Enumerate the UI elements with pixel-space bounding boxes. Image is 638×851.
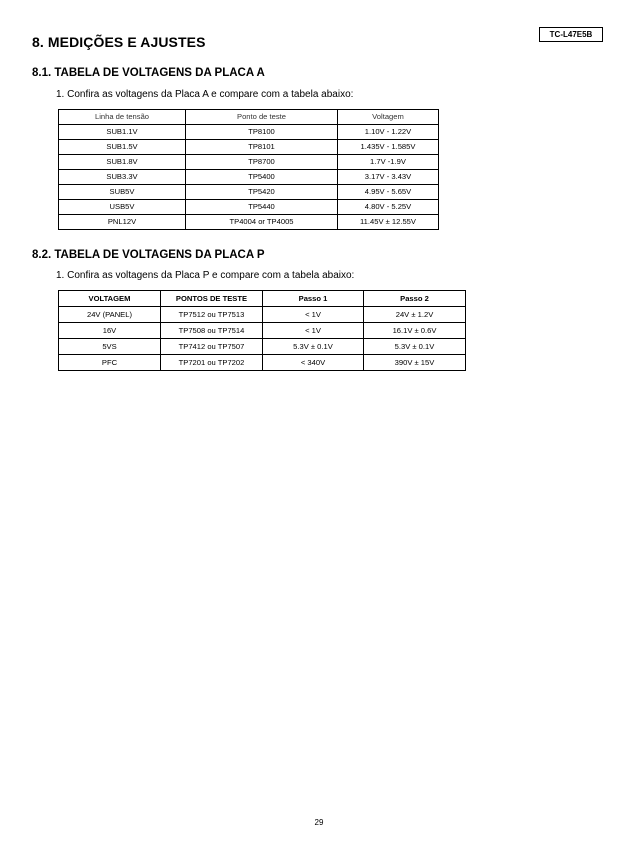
- table-cell: < 1V: [263, 307, 364, 323]
- table-cell: USB5V: [59, 200, 186, 215]
- table-cell: 16.1V ± 0.6V: [364, 323, 466, 339]
- table-cell: 1.7V -1.9V: [338, 155, 439, 170]
- table-cell: 4.95V - 5.65V: [338, 185, 439, 200]
- table-cell: PFC: [59, 355, 161, 371]
- table-row: [59, 339, 466, 355]
- table-cell: 3.17V - 3.43V: [338, 170, 439, 185]
- table-cell: 1.10V - 1.22V: [338, 125, 439, 140]
- table-cell: 5.3V ± 0.1V: [364, 339, 466, 355]
- section-p-title: 8.2. TABELA DE VOLTAGENS DA PLACA P: [32, 249, 265, 261]
- table-cell: TP7512 ou TP7513: [161, 307, 263, 323]
- table-cell: TP7412 ou TP7507: [161, 339, 263, 355]
- section-p-instruction: 1. Confira as voltagens da Placa P e compare com a tabela abaixo:: [56, 270, 355, 281]
- column-header: Ponto de teste: [186, 110, 338, 125]
- column-header: Voltagem: [338, 110, 439, 125]
- table-cell: 11.45V ± 12.55V: [338, 215, 439, 230]
- table-cell: 4.80V - 5.25V: [338, 200, 439, 215]
- column-header: Passo 1: [263, 291, 364, 307]
- table-cell: SUB1.5V: [59, 140, 186, 155]
- table-cell: 24V ± 1.2V: [364, 307, 466, 323]
- table-row: [59, 140, 439, 155]
- column-header: VOLTAGEM: [59, 291, 161, 307]
- table-row: [59, 125, 439, 140]
- table-row: [59, 355, 466, 371]
- table-row: [59, 170, 439, 185]
- section-a-title: 8.1. TABELA DE VOLTAGENS DA PLACA A: [32, 67, 265, 79]
- column-header: Passo 2: [364, 291, 466, 307]
- table-cell: SUB3.3V: [59, 170, 186, 185]
- table-cell: TP5400: [186, 170, 338, 185]
- table-cell: < 1V: [263, 323, 364, 339]
- table-cell: SUB1.8V: [59, 155, 186, 170]
- table-cell: SUB5V: [59, 185, 186, 200]
- table-cell: TP5440: [186, 200, 338, 215]
- table-cell: TP8101: [186, 140, 338, 155]
- table-cell: < 340V: [263, 355, 364, 371]
- table-row: [59, 215, 439, 230]
- table-cell: 1.435V - 1.585V: [338, 140, 439, 155]
- column-header: Linha de tensão: [59, 110, 186, 125]
- table-cell: 5VS: [59, 339, 161, 355]
- table-cell: 24V (PANEL): [59, 307, 161, 323]
- table-cell: TP4004 or TP4005: [186, 215, 338, 230]
- table-row: [59, 155, 439, 170]
- page-number: 29: [314, 818, 324, 827]
- model-number-box: TC-L47E5B: [539, 27, 603, 42]
- table-cell: SUB1.1V: [59, 125, 186, 140]
- table-row: [59, 323, 466, 339]
- table-cell: PNL12V: [59, 215, 186, 230]
- table-row: [59, 307, 466, 323]
- table-cell: TP8700: [186, 155, 338, 170]
- table-header-row: [59, 291, 466, 307]
- table-cell: TP8100: [186, 125, 338, 140]
- table-cell: 390V ± 15V: [364, 355, 466, 371]
- column-header: PONTOS DE TESTE: [161, 291, 263, 307]
- table-cell: TP7201 ou TP7202: [161, 355, 263, 371]
- chapter-title: 8. MEDIÇÕES E AJUSTES: [32, 34, 206, 50]
- plate-a-voltage-table: [58, 109, 439, 230]
- plate-p-voltage-table: [58, 290, 466, 371]
- table-row: [59, 200, 439, 215]
- table-cell: 5.3V ± 0.1V: [263, 339, 364, 355]
- table-row: [59, 185, 439, 200]
- section-a-instruction: 1. Confira as voltagens da Placa A e compare com a tabela abaixo:: [56, 89, 354, 100]
- table-cell: 16V: [59, 323, 161, 339]
- table-header-row: [59, 110, 439, 125]
- table-cell: TP7508 ou TP7514: [161, 323, 263, 339]
- table-cell: TP5420: [186, 185, 338, 200]
